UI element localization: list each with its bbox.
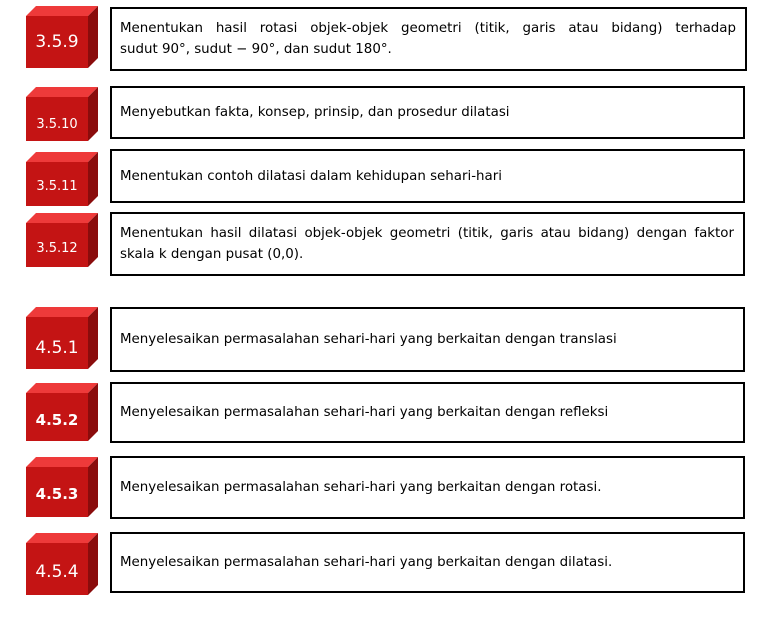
indicator-description: Menyelesaikan permasalahan sehari-hari yang berkaitan dengan refleksi <box>120 405 609 420</box>
description-line: sudut 90°, sudut − 90°, dan sudut 180°. <box>120 42 392 57</box>
indicator-box-4-5-1 <box>110 307 745 372</box>
indicator-description: Menyelesaikan permasalahan sehari-hari yang berkaitan dengan translasi <box>120 332 617 347</box>
indicator-badge-3-5-11 <box>26 152 106 220</box>
indicator-description: Menentukan contoh dilatasi dalam kehidupan sehari-hari <box>120 168 502 184</box>
indicator-badge-4-5-2 <box>26 383 106 451</box>
indicator-box-3-5-11 <box>110 149 745 203</box>
indicator-box-4-5-4 <box>110 532 745 593</box>
indicator-badge-3-5-9 <box>26 6 106 74</box>
indicator-code: 3.5.10 <box>36 117 78 132</box>
indicator-description: Menyelesaikan permasalahan sehari-hari yang berkaitan dengan rotasi. <box>120 480 602 495</box>
indicator-box-4-5-2 <box>110 382 745 443</box>
description-line: Menentukan hasil rotasi objek-objek geometri (titik, garis atau bidang) terhadap <box>120 21 736 36</box>
indicator-code: 3.5.11 <box>36 179 78 194</box>
indicator-badge-3-5-10 <box>26 87 106 155</box>
indicator-code: 4.5.4 <box>35 562 79 582</box>
indicator-code: 4.5.1 <box>35 338 79 358</box>
indicator-box-4-5-3 <box>110 456 745 519</box>
indicator-description: Menyelesaikan permasalahan sehari-hari yang berkaitan dengan dilatasi. <box>120 555 613 570</box>
indicator-code: 3.5.9 <box>35 32 79 52</box>
description-line: skala k dengan pusat (0,0). <box>120 247 304 262</box>
indicator-box-3-5-12 <box>110 212 745 276</box>
indicator-box-3-5-10 <box>110 86 745 139</box>
indicator-badge-4-5-1 <box>26 307 106 375</box>
indicator-badge-3-5-12 <box>26 213 106 281</box>
indicator-description <box>120 18 736 60</box>
indicator-box-3-5-9 <box>110 7 747 71</box>
description-line: Menentukan hasil dilatasi objek-objek geometri (titik, garis atau bidang) dengan faktor <box>120 226 734 241</box>
indicator-code: 4.5.3 <box>35 485 79 503</box>
indicator-code: 3.5.12 <box>36 241 78 256</box>
indicator-code: 4.5.2 <box>35 411 79 429</box>
indicator-badge-4-5-4 <box>26 533 106 601</box>
indicator-description: Menyebutkan fakta, konsep, prinsip, dan prosedur dilatasi <box>120 105 510 120</box>
indicator-badge-4-5-3 <box>26 457 106 525</box>
indicator-description <box>120 223 734 265</box>
